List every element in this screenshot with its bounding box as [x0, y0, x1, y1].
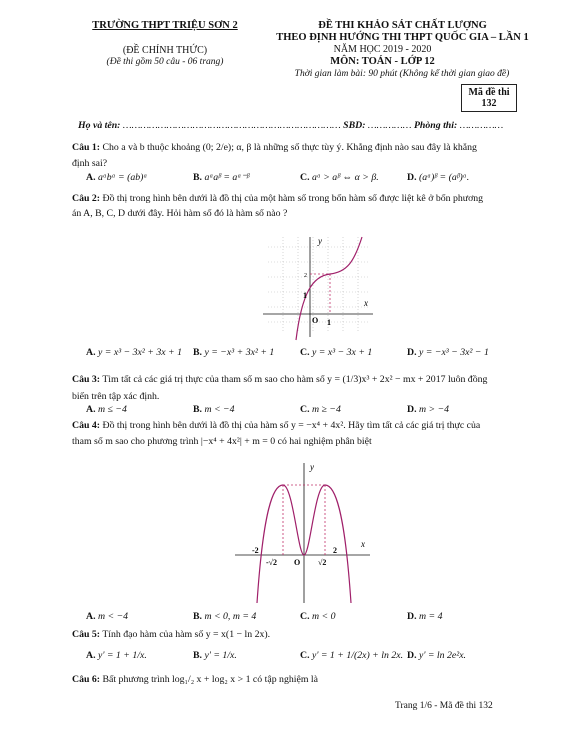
- q4-tick-4: 2: [333, 546, 337, 555]
- sbd-label: SBD:: [343, 120, 366, 131]
- q3-text-2: biến trên tập xác định.: [72, 391, 160, 402]
- q5-text: Tính đạo hàm của hàm số y = x(1 − ln 2x).: [102, 629, 271, 640]
- q5-option-c[interactable]: C. y' = 1 + 1/(2x) + ln 2x.: [300, 650, 404, 661]
- q1-option-d[interactable]: D. (aᵅ)ᵝ = (aᵝ)ᵅ.: [407, 172, 470, 183]
- q3-option-c[interactable]: C. m ≥ −4: [300, 404, 341, 415]
- sbd-dots: ……………: [367, 120, 412, 131]
- q3-option-d[interactable]: D. m > −4: [407, 404, 450, 415]
- q5-option-b[interactable]: B. y' = 1/x.: [193, 650, 237, 661]
- q3-label: Câu 3:: [72, 374, 101, 385]
- q2-option-b[interactable]: B. y = −x³ + 3x² + 1: [193, 347, 275, 358]
- q2-label: Câu 2:: [72, 193, 101, 204]
- question-6: [72, 673, 318, 686]
- time-note: Thời gian làm bài: 90 phút (Không kể thời gian giao đề): [294, 69, 510, 79]
- q2-text-2: án A, B, C, D dưới đây. Hỏi hàm số đó là hàm số nào ?: [72, 208, 288, 219]
- name-label: Họ và tên:: [78, 120, 121, 131]
- room-label: Phòng thi:: [413, 120, 458, 131]
- q4-text: Đồ thị trong hình bên dưới là đồ thị của hàm số y = −x⁴ + 4x². Hãy tìm tất cả các giá trị thực của: [102, 420, 481, 431]
- question-3: [72, 373, 487, 386]
- q3-option-a[interactable]: A. m ≤ −4: [86, 404, 127, 415]
- q4-graph: [230, 455, 375, 605]
- subject: MÔN: TOÁN - LỚP 12: [330, 56, 435, 67]
- q2-y-label: y: [318, 236, 322, 246]
- q6-text: Bất phương trình log₁/₂ x + log₂ x > 1 có tập nghiệm là: [102, 674, 318, 685]
- q2-option-d[interactable]: D. y = −x³ − 3x² − 1: [407, 347, 489, 358]
- q5-option-a[interactable]: A. y' = 1 + 1/x.: [86, 650, 147, 661]
- q1-text: Cho a và b thuộc khoảng (0; 2/e); α, β là những số thực tùy ý. Khẳng định nào sau đây là khẳng: [102, 142, 477, 153]
- q1-label: Câu 1:: [72, 142, 101, 153]
- q2-x-label: x: [364, 298, 368, 308]
- q4-x-label: x: [361, 539, 365, 549]
- q4-option-b[interactable]: B. m < 0, m = 4: [193, 611, 257, 622]
- q1-option-a[interactable]: A. aᵅbᵅ = (ab)ᵅ: [86, 172, 148, 183]
- official-label: (ĐỀ CHÍNH THỨC): [122, 45, 208, 56]
- q1-text-2: định sai?: [72, 158, 108, 169]
- name-dots: …………………………………………………………………: [122, 120, 341, 131]
- student-info-line: [78, 119, 503, 132]
- q4-tick-2: -√2: [266, 558, 278, 567]
- q4-option-c[interactable]: C. m < 0: [300, 611, 336, 622]
- q2-origin: O: [312, 316, 319, 325]
- q2-tick-y: 1: [303, 291, 307, 300]
- q1-option-c[interactable]: C. aᵅ > aᵝ ⇔ α > β.: [300, 172, 379, 183]
- question-5: [72, 628, 270, 641]
- q5-option-d[interactable]: D. y' = ln 2e²x.: [407, 650, 466, 661]
- q5-label: Câu 5:: [72, 629, 101, 640]
- q4-option-a[interactable]: A. m < −4: [86, 611, 129, 622]
- q4-tick-1: -2: [252, 546, 259, 555]
- q6-label: Câu 6:: [72, 674, 101, 685]
- q4-tick-3: √2: [318, 558, 327, 567]
- room-dots: ……………: [459, 120, 504, 131]
- q2-tick-y2: 2: [304, 273, 307, 279]
- exam-code-value: 132: [481, 98, 497, 109]
- q4-origin: O: [294, 558, 301, 567]
- exam-title-2: THEO ĐỊNH HƯỚNG THI THPT QUỐC GIA – LẦN 1: [276, 32, 529, 43]
- q2-text: Đồ thị trong hình bên dưới là đồ thị của một hàm số trong bốn hàm số được liệt kê ở bốn phương: [102, 193, 484, 204]
- q4-text-2: tham số m sao cho phương trình |−x⁴ + 4x²| + m = 0 có hai nghiệm phân biệt: [72, 436, 372, 447]
- q4-option-d[interactable]: D. m = 4: [407, 611, 443, 622]
- q1-option-b[interactable]: B. aᵅaᵝ = aᵅ⁻ᵝ: [193, 172, 250, 183]
- question-4: [72, 419, 480, 432]
- pages-note: (Đề thi gồm 50 câu - 06 trang): [106, 57, 224, 67]
- exam-code-label: Mã đề thi: [468, 87, 510, 98]
- q3-text: Tìm tất cả các giá trị thực của tham số m sao cho hàm số y = (1/3)x³ + 2x² − mx + 2017 luôn đồng: [102, 374, 488, 385]
- q2-tick-x: 1: [327, 318, 331, 327]
- school-name: TRƯỜNG THPT TRIỆU SƠN 2: [92, 20, 238, 31]
- question-1: [72, 141, 477, 154]
- q4-y-label: y: [310, 462, 314, 472]
- q2-graph: [258, 232, 378, 342]
- exam-title-1: ĐỀ THI KHẢO SÁT CHẤT LƯỢNG: [318, 20, 487, 31]
- page-footer: Trang 1/6 - Mã đề thi 132: [395, 701, 493, 711]
- school-year: NĂM HỌC 2019 - 2020: [333, 44, 432, 55]
- exam-code-box: [461, 84, 517, 112]
- q2-option-c[interactable]: C. y = x³ − 3x + 1: [300, 347, 373, 358]
- q4-label: Câu 4:: [72, 420, 101, 431]
- q3-option-b[interactable]: B. m < −4: [193, 404, 235, 415]
- question-2: [72, 192, 483, 205]
- q2-option-a[interactable]: A. y = x³ − 3x² + 3x + 1: [86, 347, 182, 358]
